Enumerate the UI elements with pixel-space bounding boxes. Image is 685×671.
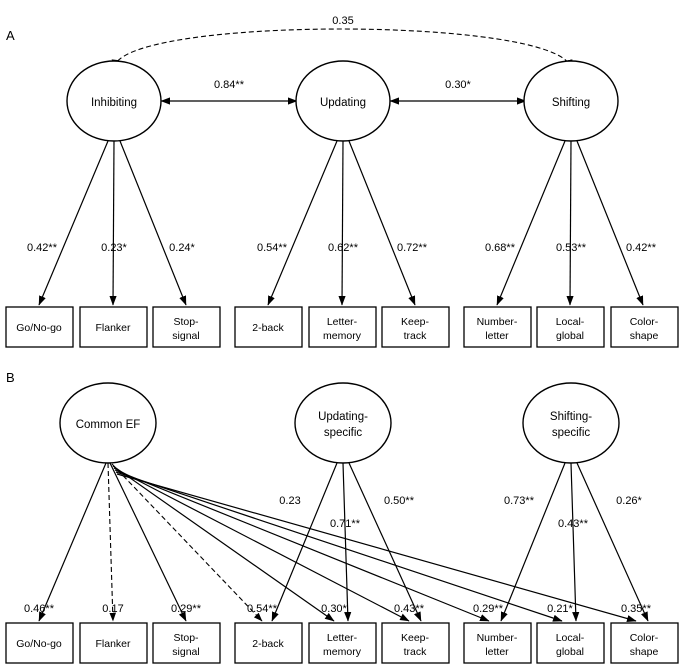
indicator-a-number-letter-line2: letter bbox=[485, 330, 509, 342]
label-corr-updating-shifting: 0.30* bbox=[445, 79, 471, 91]
indicator-a-stop-signal bbox=[153, 307, 220, 347]
indicator-a-number-letter bbox=[464, 307, 531, 347]
indicator-b-keep-track-line1: Keep- bbox=[400, 632, 430, 644]
label-common-keep-track: 0.43** bbox=[394, 603, 424, 615]
indicator-b-2-back bbox=[235, 623, 302, 663]
indicator-a-2-back bbox=[235, 307, 302, 347]
indicator-a-letter-memory bbox=[309, 307, 376, 347]
latent-shifting-label: Shifting bbox=[551, 97, 591, 109]
label-common-2-back: 0.54** bbox=[247, 603, 277, 615]
edge-inhibiting-go-nogo bbox=[39, 141, 108, 305]
indicator-b-number-letter-line2: letter bbox=[485, 646, 509, 658]
indicator-a-keep-track-line2: track bbox=[403, 330, 427, 342]
indicator-a-number-letter-line1: Number- bbox=[476, 316, 518, 328]
edge-common-letter-memory bbox=[113, 466, 334, 621]
indicator-b-go-nogo-line1: Go/No-go bbox=[16, 638, 62, 650]
indicator-a-color-shape-line2: shape bbox=[629, 330, 659, 342]
indicator-a-stop-signal-line2: signal bbox=[172, 330, 200, 342]
edge-inhibiting-flanker bbox=[113, 141, 114, 305]
indicator-b-number-letter bbox=[464, 623, 531, 663]
indicator-a-keep-track-line1: Keep- bbox=[400, 316, 430, 328]
edge-common-flanker bbox=[108, 463, 113, 621]
label-common-local-global: 0.21* bbox=[547, 603, 573, 615]
edge-shiftspec-number-letter bbox=[501, 463, 565, 621]
label-common-flanker: 0.17 bbox=[102, 603, 124, 615]
indicator-b-flanker bbox=[80, 623, 147, 663]
label-loading-shifting-local-global: 0.53** bbox=[556, 242, 586, 254]
latent-updating-specific-line2: specific bbox=[323, 427, 363, 439]
latent-shifting-specific-line1: Shifting- bbox=[549, 411, 593, 423]
label-updspec-letter-memory: 0.71** bbox=[330, 518, 360, 530]
edge-inhibiting-stop-signal bbox=[120, 141, 186, 305]
label-loading-updating-2-back: 0.54** bbox=[257, 242, 287, 254]
label-loading-inhibiting-go-nogo: 0.42** bbox=[27, 242, 57, 254]
panel-a-label: A bbox=[6, 28, 15, 43]
edge-shifting-number-letter bbox=[497, 141, 565, 305]
latent-shifting-specific bbox=[523, 383, 619, 463]
indicator-b-letter-memory bbox=[309, 623, 376, 663]
indicator-a-go-nogo bbox=[6, 307, 73, 347]
label-common-go-nogo: 0.46** bbox=[24, 603, 54, 615]
label-common-letter-memory: 0.30* bbox=[321, 603, 347, 615]
latent-common-ef-label: Common EF bbox=[75, 419, 141, 431]
label-common-number-letter: 0.29** bbox=[473, 603, 503, 615]
label-loading-updating-letter-memory: 0.62** bbox=[328, 242, 358, 254]
label-loading-shifting-color-shape: 0.42** bbox=[626, 242, 656, 254]
label-loading-inhibiting-stop-signal: 0.24* bbox=[169, 242, 195, 254]
edge-updating-keep-track bbox=[349, 141, 415, 305]
indicator-b-keep-track-line2: track bbox=[403, 646, 427, 658]
indicator-b-stop-signal-line1: Stop- bbox=[173, 632, 199, 644]
edge-common-2-back bbox=[112, 464, 262, 621]
label-corr-inhibiting-updating: 0.84** bbox=[214, 79, 244, 91]
edge-common-color-shape bbox=[117, 474, 636, 621]
indicator-b-color-shape-line1: Color- bbox=[629, 632, 659, 644]
edge-shiftspec-color-shape bbox=[577, 463, 648, 621]
indicator-b-letter-memory-line2: memory bbox=[323, 646, 361, 658]
indicator-b-letter-memory-line1: Letter- bbox=[326, 632, 358, 644]
indicator-a-local-global-line2: global bbox=[555, 330, 585, 342]
latent-updating-specific-line1: Updating- bbox=[318, 411, 368, 423]
edge-updating-2-back bbox=[268, 141, 337, 305]
indicator-a-letter-memory-line2: memory bbox=[323, 330, 361, 342]
label-corr-inhibiting-shifting: 0.35 bbox=[332, 15, 354, 27]
label-common-stop-signal: 0.29** bbox=[171, 603, 201, 615]
indicator-b-local-global-line2: global bbox=[555, 646, 585, 658]
indicator-b-number-letter-line1: Number- bbox=[476, 632, 518, 644]
edge-common-stop-signal bbox=[110, 463, 186, 621]
indicator-b-color-shape bbox=[611, 623, 678, 663]
indicator-a-local-global bbox=[537, 307, 604, 347]
indicator-a-flanker bbox=[80, 307, 147, 347]
label-updspec-keep-track: 0.50** bbox=[384, 495, 414, 507]
indicator-a-flanker-line1: Flanker bbox=[95, 322, 131, 334]
label-common-color-shape: 0.35** bbox=[621, 603, 651, 615]
edge-shifting-color-shape bbox=[577, 141, 643, 305]
panel-b-label: B bbox=[6, 370, 15, 385]
indicator-a-stop-signal-line1: Stop- bbox=[173, 316, 199, 328]
indicator-b-flanker-line1: Flanker bbox=[95, 638, 131, 650]
edge-updspec-keep-track bbox=[349, 463, 421, 621]
label-loading-updating-keep-track: 0.72** bbox=[397, 242, 427, 254]
edge-common-local-global bbox=[116, 472, 562, 621]
latent-updating-specific bbox=[295, 383, 391, 463]
edge-common-go-nogo bbox=[39, 463, 106, 621]
edge-updating-letter-memory bbox=[342, 141, 343, 305]
latent-inhibiting-label: Inhibiting bbox=[90, 97, 138, 109]
edge-shiftspec-local-global bbox=[571, 463, 576, 621]
label-loading-inhibiting-flanker: 0.23* bbox=[101, 242, 127, 254]
label-updspec-2-back: 0.23 bbox=[279, 495, 301, 507]
indicator-b-local-global bbox=[537, 623, 604, 663]
label-shiftspec-local-global: 0.43** bbox=[558, 518, 588, 530]
indicator-b-2-back-line1: 2-back bbox=[252, 638, 284, 650]
edge-updspec-letter-memory bbox=[343, 463, 348, 621]
indicator-b-stop-signal-line2: signal bbox=[172, 646, 200, 658]
indicator-a-color-shape bbox=[611, 307, 678, 347]
label-loading-shifting-number-letter: 0.68** bbox=[485, 242, 515, 254]
latent-updating-label: Updating bbox=[319, 97, 367, 109]
indicator-b-keep-track bbox=[382, 623, 449, 663]
indicator-a-local-global-line1: Local- bbox=[555, 316, 585, 328]
label-shiftspec-color-shape: 0.26* bbox=[616, 495, 642, 507]
indicator-b-color-shape-line2: shape bbox=[629, 646, 659, 658]
indicator-a-color-shape-line1: Color- bbox=[629, 316, 659, 328]
indicator-a-go-nogo-line1: Go/No-go bbox=[16, 322, 62, 334]
latent-shifting-specific-line2: specific bbox=[551, 427, 591, 439]
label-shiftspec-number-letter: 0.73** bbox=[504, 495, 534, 507]
indicator-a-keep-track bbox=[382, 307, 449, 347]
indicator-b-local-global-line1: Local- bbox=[555, 632, 585, 644]
indicator-b-go-nogo bbox=[6, 623, 73, 663]
indicator-b-stop-signal bbox=[153, 623, 220, 663]
edge-shifting-local-global bbox=[570, 141, 571, 305]
indicator-a-letter-memory-line1: Letter- bbox=[326, 316, 358, 328]
indicator-a-2-back-line1: 2-back bbox=[252, 322, 284, 334]
